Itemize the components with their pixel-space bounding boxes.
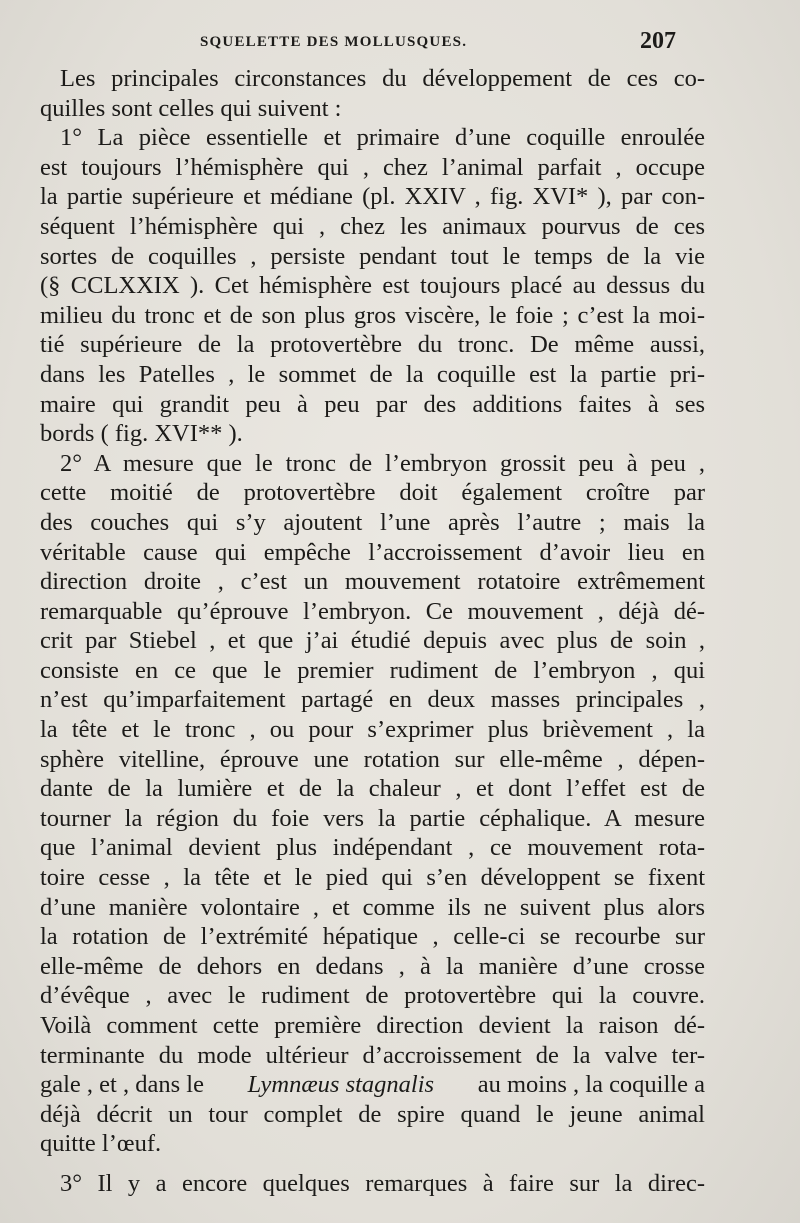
text-line: 3° Il y a encore quelques remarques à faire sur la direc- (60, 1169, 705, 1197)
text-line: dans les Patelles , le sommet de la coquille est la partie pri- (40, 360, 705, 388)
text-line: dante de la lumière et de la chaleur , et dont l’effet est de (40, 775, 705, 803)
text-line: bords ( fig. XVI** ). (40, 420, 243, 448)
text-line: sphère vitelline, éprouve une rotation sur elle-même , dépen- (40, 745, 705, 773)
text-line: milieu du tronc et de son plus gros viscère, le foie ; c’est la moi- (40, 301, 705, 329)
page-header (0, 28, 800, 58)
text-line: 1° La pièce essentielle et primaire d’une coquille enroulée (60, 124, 705, 152)
text-line: elle-même de dehors en dedans , à la manière d’une crosse (40, 952, 705, 980)
text-line: 2° A mesure que le tronc de l’embryon grossit peu à peu , (60, 449, 705, 477)
text-segment: au moins , la coquille a (471, 1071, 705, 1099)
text-line: quilles sont celles qui suivent : (40, 94, 342, 122)
text-line-with-italic (40, 1070, 705, 1100)
text-line: d’évêque , avec le rudiment de protovertèbre qui la couvre. (40, 982, 705, 1010)
text-line: sortes de coquilles , persiste pendant tout le temps de la vie (40, 242, 705, 270)
text-line: la rotation de l’extrémité hépatique , celle-ci se recourbe sur (40, 923, 705, 951)
text-line: d’une manière volontaire , et comme ils ne suivent plus alors (40, 893, 705, 921)
text-line: véritable cause qui empêche l’accroissement d’avoir lieu en (40, 538, 705, 566)
text-line: séquent l’hémisphère qui , chez les animaux pourvus de ces (40, 212, 705, 240)
text-line: cette moitié de protovertèbre doit également croître par (40, 479, 705, 507)
text-line: des couches qui s’y ajoutent l’une après l’autre ; mais la (40, 508, 705, 536)
text-line: maire qui grandit peu à peu par des additions faites à ses (40, 390, 705, 418)
body-text (40, 64, 705, 1199)
text-line: quitte l’œuf. (40, 1130, 162, 1158)
text-line: n’est qu’imparfaitement partagé en deux masses principales , (40, 686, 705, 714)
text-line: que l’animal devient plus indépendant , ce mouvement rota- (40, 834, 705, 862)
text-line: déjà décrit un tour complet de spire quand le jeune animal (40, 1100, 705, 1128)
text-line: remarquable qu’éprouve l’embryon. Ce mouvement , déjà dé- (40, 597, 705, 625)
text-line: la partie supérieure et médiane (pl. XXIV , fig. XVI* ), par con- (40, 183, 705, 211)
text-line: est toujours l’hémisphère qui , chez l’animal parfait , occupe (40, 153, 705, 181)
species-name: Lymnæus stagnalis (247, 1071, 435, 1099)
text-line: (§ CCLXXIX ). Cet hémisphère est toujours placé au dessus du (40, 272, 705, 300)
text-line: toire cesse , la tête et le pied qui s’en développent se fixent (40, 864, 705, 892)
text-line: consiste en ce que le premier rudiment de l’embryon , qui (40, 656, 705, 684)
text-line: crit par Stiebel , et que j’ai étudié depuis avec plus de soin , (40, 627, 705, 655)
text-line: la tête et le tronc , ou pour s’exprimer plus brièvement , la (40, 716, 705, 744)
text-line: direction droite , c’est un mouvement rotatoire extrêmement (40, 568, 705, 596)
running-title: SQUELETTE DES MOLLUSQUES. (200, 34, 468, 50)
text-line: Les principales circonstances du développement de ces co- (60, 65, 705, 92)
text-line: Voilà comment cette première direction devient la raison dé- (40, 1012, 705, 1039)
paragraph-gap (40, 1159, 705, 1169)
text-line: tié supérieure de la protovertèbre du tronc. De même aussi, (40, 331, 705, 359)
text-line: tourner la région du foie vers la partie céphalique. A mesure (40, 804, 705, 832)
text-line: terminante du mode ultérieur d’accroissement de la valve ter- (40, 1041, 705, 1069)
text-segment: gale , et , dans le (40, 1071, 211, 1099)
page-number: 207 (640, 28, 676, 54)
